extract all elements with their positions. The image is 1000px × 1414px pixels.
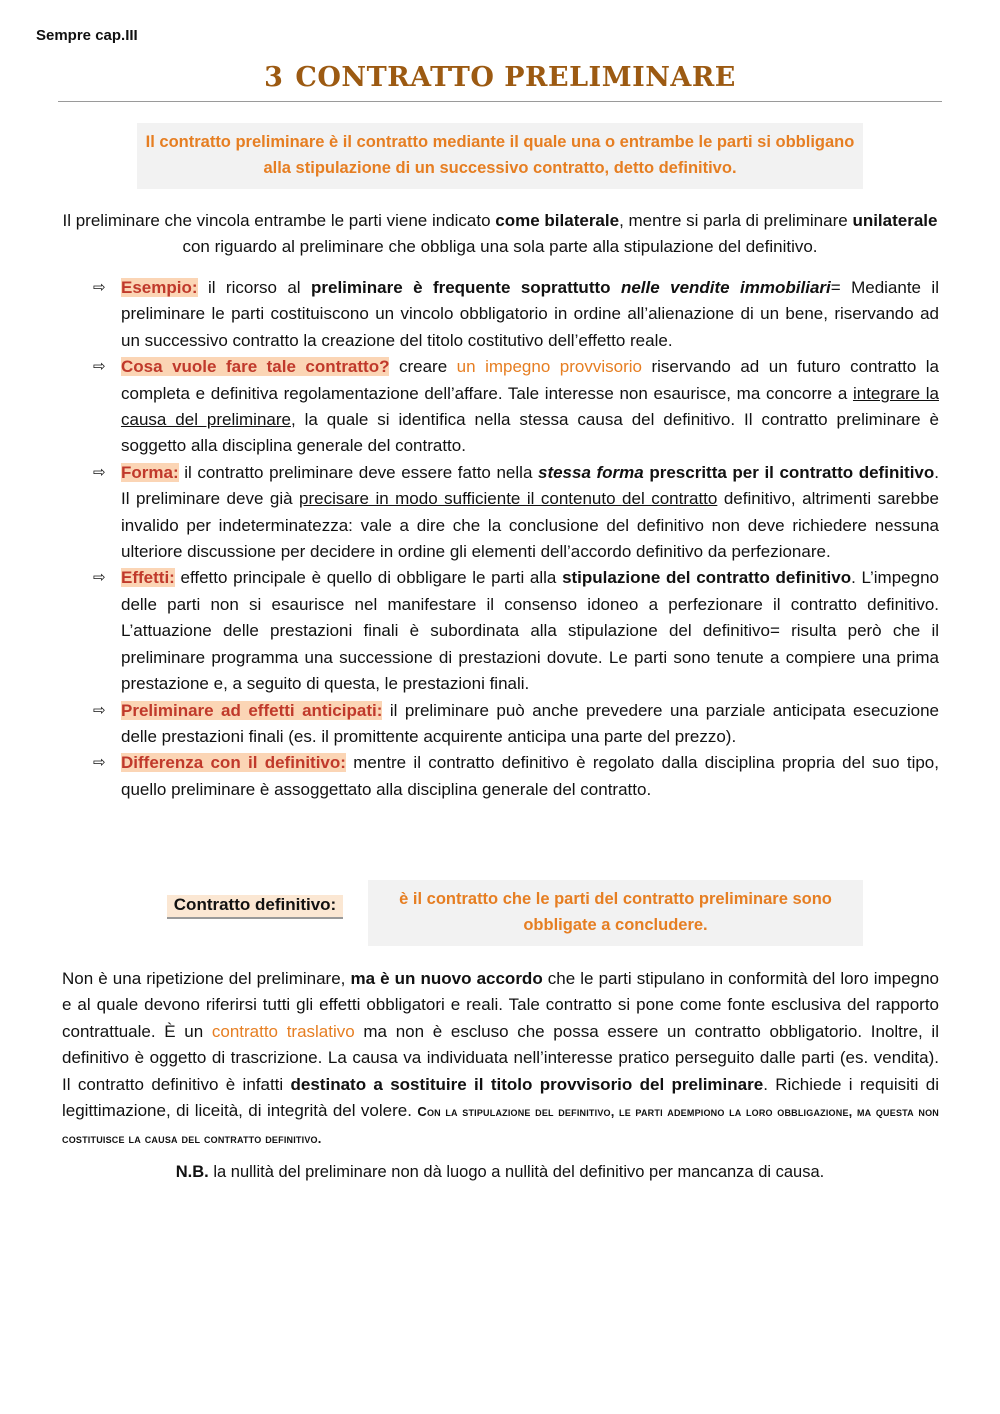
para-text: che le parti stipulano in conformità del loro impegno e al quale devono riferirsi tutti gli effetti obbligatori e reali. Tale contratto si pone come fonte esclusiva del rapporto contrattuale. È un [62, 969, 940, 1041]
bullet-orange-text: un impegno provvisorio [456, 357, 642, 377]
header-note: Sempre cap.III [36, 27, 138, 44]
bullet-text: il preliminare può anche prevedere una parziale anticipata esecuzione delle prestazioni finali (es. il promittente acquirente anticipa una parte del prezzo). [121, 700, 939, 746]
definition-box: Il contratto preliminare è il contratto mediante il quale una o entrambe le parti si obbligano alla stipulazione di un successivo contratto, detto definitivo. [137, 123, 863, 189]
arrow-right-icon: ⇨ [93, 701, 106, 719]
arrow-right-icon: ⇨ [93, 754, 106, 772]
bullet-esempio [93, 275, 939, 354]
intro-text: Il preliminare che vincola entrambe le parti viene indicato [62, 211, 496, 230]
intro-bold: unilaterale [852, 211, 938, 230]
para-text: Non è una ripetizione del preliminare, [62, 969, 351, 988]
bullet-text: = Mediante il preliminare le parti costituiscono un vincolo obbligatorio in ordine all’alienazione di un bene, riservando ad un successivo contratto la creazione del titolo costitutivo dell’effetto reale. [121, 278, 939, 350]
bullet-bold-italic: stessa forma [537, 462, 644, 482]
chapter-number: 3 [264, 62, 284, 93]
bullet-differenza [93, 750, 939, 803]
intro-text: , mentre si parla di preliminare [619, 211, 853, 230]
bullet-text: il ricorso al [197, 278, 311, 297]
bullet-underlined: integrare la causa del preliminare [121, 383, 939, 430]
bullet-text: , la quale si identifica nella stessa causa del definitivo. Il contratto preliminare è soggetto alla disciplina generale del contratto. [121, 410, 939, 456]
para-orange-text: contratto traslativo [211, 1021, 355, 1041]
arrow-right-icon: ⇨ [93, 569, 106, 587]
bullet-label: Effetti: [121, 568, 175, 588]
bullet-underlined: precisare in modo sufficiente il contenuto del contratto [299, 489, 718, 509]
bullet-text: effetto principale è quello di obbligare le parti alla [174, 568, 563, 588]
arrow-right-icon: ⇨ [93, 279, 106, 296]
chapter-title-text: CONTRATTO PRELIMINARE [295, 62, 736, 93]
bullet-text: creare [389, 357, 457, 377]
bullet-label: Preliminare ad effetti anticipati: [121, 700, 383, 720]
chapter-title [58, 62, 942, 93]
bullet-label: Forma: [121, 462, 179, 482]
title-divider [58, 101, 942, 102]
arrow-right-icon: ⇨ [93, 358, 106, 376]
bullet-text: definitivo, altrimenti sarebbe invalido per indeterminatezza: vale a dire che la conclusione del definitivo non deve richiedere nessuna ulteriore discussione per decidere in ordine gli elementi dell’accordo definitivo da perfezionare. [121, 489, 940, 562]
bullet-label: Esempio: [121, 278, 198, 297]
para-text: . Richiede i requisiti di legittimazione, di liceità, di integrità del volere. [62, 1074, 939, 1121]
nb-text: la nullità del preliminare non dà luogo a nullità del definitivo per mancanza di causa. [208, 1163, 825, 1181]
para-bold: destinato a sostituire il titolo provvisorio del preliminare [290, 1074, 764, 1094]
bullet-text: . Il preliminare deve già [121, 462, 940, 509]
bullet-list [93, 275, 939, 803]
para-small-caps: Con la stipulazione del definitivo, le parti adempiono la loro obbligazione, ma questa non costituisce la causa del contratto definitivo. [62, 1104, 939, 1147]
bullet-text: . L’impegno delle parti non si esaurisce nel manifestare il consenso idoneo a perfezionare il contratto definitivo. L’attuazione delle prestazioni finali è subordinata alla stipulazione del definitivo= risulta però che il preliminare programma una successione di prestazioni dovute. Le parti sono tenute a compiere una prima prestazione e, a seguito di questa, le prestazioni finali. [121, 568, 939, 694]
bullet-anticipati [93, 698, 939, 751]
bullet-bold: preliminare è frequente soprattutto [311, 278, 621, 297]
bullet-forma [93, 460, 939, 566]
bullet-text: riservando ad un futuro contratto la completa e definitiva regolamentazione dell’affare. Tale interesse non esaurisce, ma concorre a [121, 357, 939, 403]
arrow-right-icon: ⇨ [93, 463, 106, 481]
para-text: ma non è escluso che possa essere un contratto obbligatorio. Inoltre, il definitivo è oggetto di trascrizione. La causa va individuata nell’interesse pratico perseguito dalle parti (es. vendita). Il contratto definitivo è infatti [62, 1021, 939, 1094]
intro-bold: come bilaterale [495, 211, 620, 230]
contratto-definitivo-box: è il contratto che le parti del contratto preliminare sono obbligate a concludere. [368, 880, 863, 946]
para-bold: ma è un nuovo accordo [350, 969, 543, 988]
contratto-definitivo-label: Contratto definitivo: [167, 895, 343, 919]
bullet-bold-italic: nelle vendite immobiliari [620, 278, 831, 297]
bullet-cosa [93, 354, 939, 460]
bullet-bold: prescritta per il contratto definitivo [643, 462, 935, 482]
bullet-text: il contratto preliminare deve essere fatto nella [178, 462, 538, 482]
definitivo-paragraph [62, 966, 939, 1153]
bullet-text: mentre il contratto definitivo è regolato dalla disciplina propria del suo tipo, quello preliminare è assoggettato alla disciplina generale del contratto. [121, 753, 939, 799]
bullet-label: Cosa vuole fare tale contratto? [121, 357, 390, 377]
nb-label: N.B. [175, 1163, 209, 1181]
intro-paragraph [62, 208, 938, 260]
bullet-effetti [93, 565, 939, 697]
bullet-label: Differenza con il definitivo: [121, 753, 346, 773]
intro-text: con riguardo al preliminare che obbliga una sola parte alla stipulazione del definitivo. [182, 237, 818, 256]
nota-bene [62, 1163, 938, 1182]
bullet-bold: stipulazione del contratto definitivo [562, 568, 852, 588]
